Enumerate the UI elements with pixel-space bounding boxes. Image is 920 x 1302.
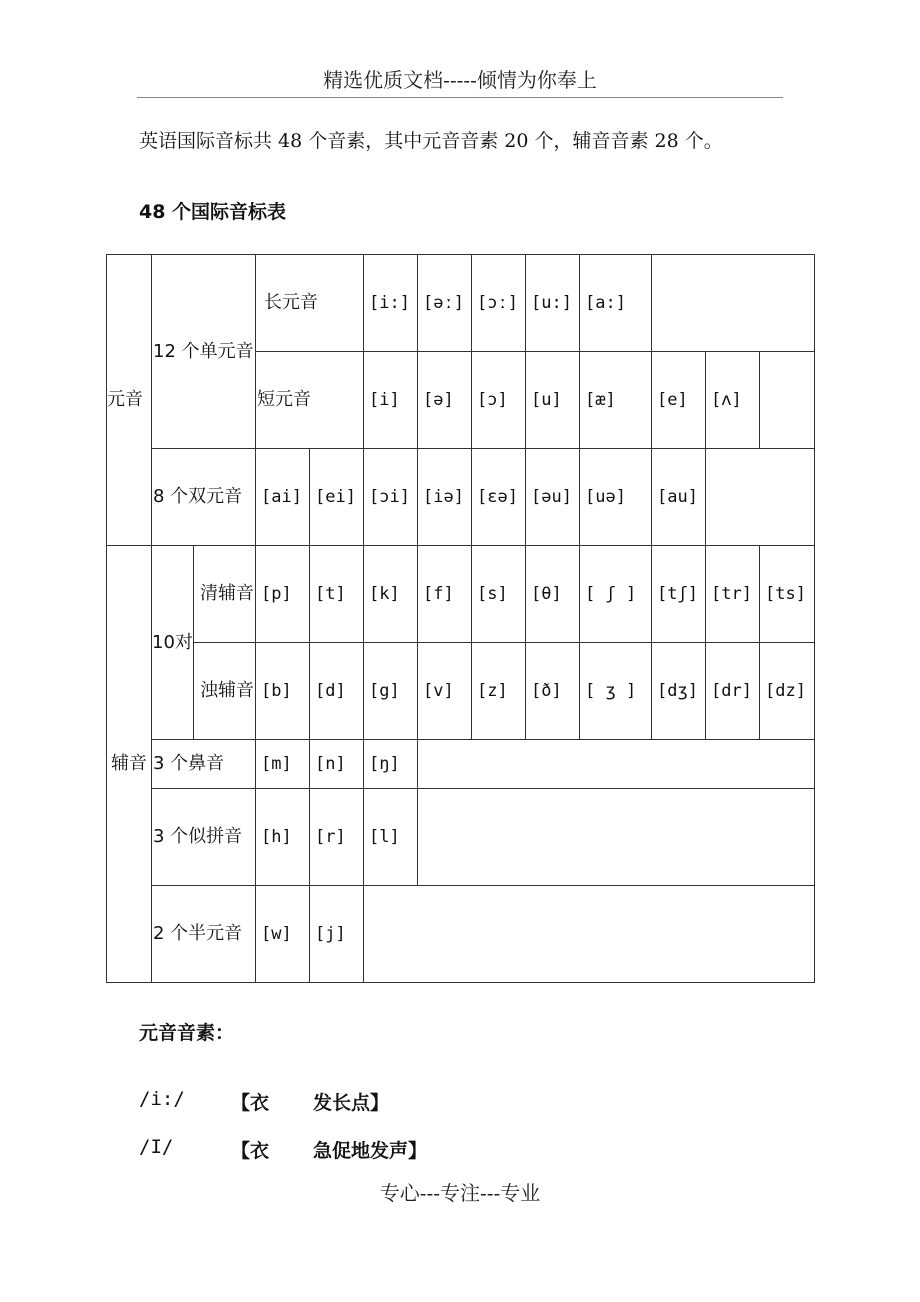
diphthong-row — [107, 449, 815, 546]
example-description: 发长点】 — [313, 1092, 390, 1114]
ipa-cell: [ʌ] — [706, 352, 760, 449]
header-divider — [137, 97, 783, 98]
ipa-cell: [ai] — [256, 449, 310, 546]
monophthong-label: 12 个单元音 — [152, 255, 256, 449]
ipa-cell: [dʒ] — [652, 643, 706, 740]
ipa-cell: [θ] — [526, 546, 580, 643]
ipa-cell: [ɛə] — [472, 449, 526, 546]
example-description: 急促地发声】 — [313, 1140, 428, 1162]
ipa-cell: [dz] — [760, 643, 815, 740]
long-vowel-label: 长元音 — [256, 255, 364, 352]
short-vowel-label: 短元音 — [256, 352, 364, 449]
voiced-label: 浊辅音 — [194, 643, 256, 740]
nasal-row — [107, 740, 815, 789]
table-title: 48 个国际音标表 — [139, 201, 287, 223]
footer-text: 专心---专注---专业 — [379, 1181, 541, 1205]
ipa-cell: [g] — [364, 643, 418, 740]
ipa-cell: [u] — [526, 352, 580, 449]
ipa-cell: [tr] — [706, 546, 760, 643]
lateral-row — [107, 789, 815, 886]
voiceless-row — [107, 546, 815, 643]
pairs-label: 10对 — [152, 546, 194, 740]
ipa-cell: [a:] — [580, 255, 652, 352]
ipa-cell: [s] — [472, 546, 526, 643]
ipa-cell: [tʃ] — [652, 546, 706, 643]
ipa-cell: [ɔ] — [472, 352, 526, 449]
ipa-cell: [v] — [418, 643, 472, 740]
voiceless-label: 清辅音 — [194, 546, 256, 643]
ipa-cell: [z] — [472, 643, 526, 740]
nasal-label: 3 个鼻音 — [152, 740, 256, 789]
ipa-cell: [m] — [256, 740, 310, 789]
ipa-cell: [i] — [364, 352, 418, 449]
phonetic-table — [106, 254, 815, 983]
ipa-cell: [l] — [364, 789, 418, 886]
ipa-cell: [w] — [256, 886, 310, 983]
ipa-cell: [uə] — [580, 449, 652, 546]
empty-cell — [652, 255, 815, 352]
ipa-cell: [t] — [310, 546, 364, 643]
lateral-label: 3 个似拼音 — [152, 789, 256, 886]
ipa-cell: [ð] — [526, 643, 580, 740]
consonant-category-cell: 辅音 — [107, 546, 152, 983]
example-word: 【衣 — [231, 1140, 270, 1162]
ipa-cell: [k] — [364, 546, 418, 643]
header-title: 精选优质文档-----倾情为你奉上 — [323, 68, 597, 92]
empty-cell — [418, 740, 815, 789]
ipa-cell: [ ʒ ] — [580, 643, 652, 740]
semivowel-label: 2 个半元音 — [152, 886, 256, 983]
ipa-cell: [ɔi] — [364, 449, 418, 546]
intro-paragraph: 英语国际音标共 48 个音素，其中元音音素 20 个，辅音音素 28 个。 — [139, 130, 723, 152]
long-vowel-row — [107, 255, 815, 352]
ipa-cell: [əu] — [526, 449, 580, 546]
ipa-cell: [r] — [310, 789, 364, 886]
example-symbol: /I/ — [139, 1136, 174, 1158]
ipa-cell: [dr] — [706, 643, 760, 740]
ipa-cell: [ə] — [418, 352, 472, 449]
ipa-cell: [ts] — [760, 546, 815, 643]
ipa-cell: [u:] — [526, 255, 580, 352]
ipa-cell: [d] — [310, 643, 364, 740]
ipa-cell: [b] — [256, 643, 310, 740]
ipa-cell: [f] — [418, 546, 472, 643]
diphthong-label: 8 个双元音 — [152, 449, 256, 546]
ipa-cell: [ŋ] — [364, 740, 418, 789]
ipa-cell: [h] — [256, 789, 310, 886]
ipa-cell: [æ] — [580, 352, 652, 449]
example-word: 【衣 — [231, 1092, 270, 1114]
ipa-cell: [ɔː] — [472, 255, 526, 352]
empty-cell — [364, 886, 815, 983]
ipa-cell: [iə] — [418, 449, 472, 546]
vowel-section-heading: 元音音素： — [139, 1022, 235, 1044]
voiced-row — [107, 643, 815, 740]
empty-cell — [760, 352, 815, 449]
empty-cell — [706, 449, 815, 546]
semivowel-row — [107, 886, 815, 983]
vowel-category-cell: 元音 — [107, 255, 152, 546]
ipa-cell: [au] — [652, 449, 706, 546]
ipa-cell: [n] — [310, 740, 364, 789]
example-symbol: /i:/ — [139, 1088, 185, 1110]
ipa-cell: [j] — [310, 886, 364, 983]
ipa-cell: [p] — [256, 546, 310, 643]
empty-cell — [418, 789, 815, 886]
ipa-cell: [əː] — [418, 255, 472, 352]
ipa-cell: [e] — [652, 352, 706, 449]
ipa-cell: [ei] — [310, 449, 364, 546]
ipa-cell: [i:] — [364, 255, 418, 352]
ipa-cell: [ ʃ ] — [580, 546, 652, 643]
